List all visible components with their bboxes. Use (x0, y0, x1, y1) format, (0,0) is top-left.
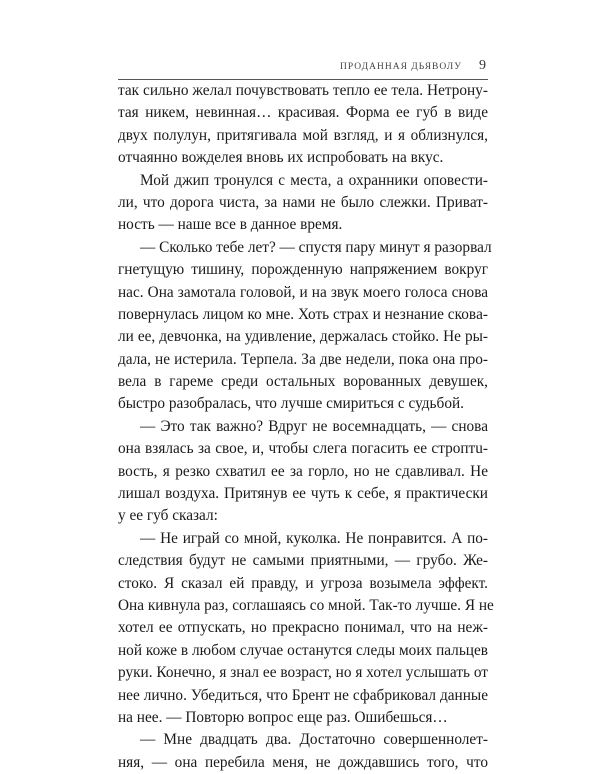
text-line: дала, не истерила. Терпела. За две недели, пока она про- (118, 350, 488, 368)
text-line: — Это так важно? Вдруг не восемнадцать, — снова (140, 417, 488, 435)
text-line: — Мне двадцать два. Достаточно совершеннолет- (140, 731, 488, 749)
text-line: Она кивнула раз, соглашаясь со мной. Так-то лучше. Я не (118, 596, 494, 614)
body-text (118, 80, 494, 774)
text-line: стоко. Я сказал ей правду, и угроза возымела эффект. (118, 574, 488, 592)
text-line: Мой джип тронулся с места, а охранники оповести- (140, 171, 488, 189)
running-header (118, 60, 488, 80)
text-line: следствия будут не самыми приятными, — грубо. Же- (118, 552, 488, 570)
text-line: быстро разобралась, что лучше смириться с судьбой. (118, 395, 464, 413)
text-line: так сильно желал почувствовать тепло ее тела. Нетрону- (118, 82, 488, 99)
text-line: вела в гареме среди остальных ворованных девушек, (118, 373, 488, 391)
running-title: ПРОДАННАЯ ДЬЯВОЛУ (340, 62, 462, 72)
text-line: отчаянно вожделея вновь их испробовать на вкус. (118, 149, 444, 167)
text-line: хотел ее отпускать, но прекрасно понимал, что на неж- (118, 619, 488, 637)
text-line: ной коже в любом случае останутся следы моих пальцев (118, 641, 488, 659)
text-line: на нее. — Повторю вопрос еще раз. Ошибешься… (118, 708, 448, 726)
text-line: двух полулун, притягивала мой взгляд, и я облизнулся, (118, 126, 488, 144)
text-line: нас. Она замотала головой, и на звук моего голоса снова (118, 283, 488, 301)
text-line: — Не играй со мной, куколка. Не понравится. А по- (140, 529, 488, 547)
text-line: — Сколько тебе лет? — спустя пару минут я разорвал (140, 238, 492, 256)
text-line: повернулась лицом ко мне. Хоть страх и незнание сковa- (118, 305, 488, 323)
text-line: вость, я резко схватил ее за горло, но не сдавливал. Не (118, 462, 488, 480)
text-line: у ее губ сказал: (118, 507, 218, 525)
text-line: тая никем, невинная… красивая. Форма ее губ в виде (118, 104, 488, 122)
page-number: 9 (479, 58, 486, 73)
text-line: ность — наше все в данное время. (118, 216, 343, 234)
text-line: ли, что дорога чиста, за нами не было слежки. Приват- (118, 193, 488, 211)
text-line: она взялась за свое, и, чтобы слега погасить ее строптu- (118, 440, 488, 458)
text-line: няя, — она перебила меня, не дождавшись того, что (118, 753, 488, 771)
text-line: гнетущую тишину, порожденную напряжением вокруг (118, 261, 488, 279)
text-line: лишал воздуха. Притянув ее чуть к себе, я практически (118, 485, 488, 503)
text-line: руки. Конечно, я знал ее возраст, но я хотел услышать от (118, 664, 488, 682)
text-line: ли ее, девчонка, на удивление, держалась стойко. Не ры- (118, 328, 488, 346)
text-line: нее лично. Убедиться, что Брент не сфабриковал данные (118, 686, 488, 704)
